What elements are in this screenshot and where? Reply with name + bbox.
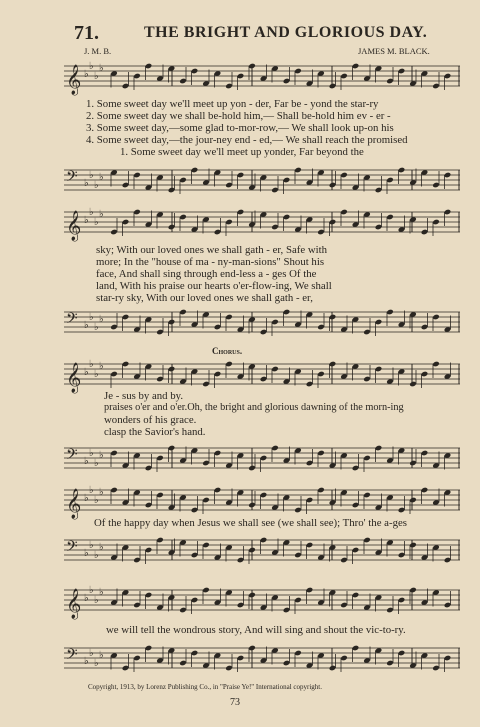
treble-staff-4 <box>62 482 462 522</box>
verse-4-line-3: clasp the Savior's hand. <box>104 426 206 438</box>
flat-icon: ♭ <box>99 314 104 325</box>
bass-clef-icon: 𝄢 <box>66 310 78 331</box>
flat-icon: ♭ <box>94 658 99 669</box>
flat-icon: ♭ <box>89 648 94 659</box>
flat-icon: ♭ <box>89 170 94 181</box>
flat-icon: ♭ <box>84 178 89 189</box>
music-by: JAMES M. BLACK. <box>358 46 430 56</box>
flat-icon: ♭ <box>94 180 99 191</box>
flat-icon: ♭ <box>89 207 94 218</box>
flat-icon: ♭ <box>84 69 89 80</box>
treble-clef-icon: 𝄞 <box>66 363 82 393</box>
flat-icon: ♭ <box>99 450 104 461</box>
flat-icon: ♭ <box>99 63 104 74</box>
flat-icon: ♭ <box>94 217 99 228</box>
bass-staff-5 <box>62 640 462 680</box>
flat-icon: ♭ <box>94 322 99 333</box>
page-number: 73 <box>230 697 240 708</box>
flat-icon: ♭ <box>99 361 104 372</box>
verse-3-line-3: wonders of his grace. <box>104 414 197 426</box>
verse-2-line-1: 2. Some sweet day we shall be-hold him,— Shall be-hold him ev - er - <box>86 110 391 122</box>
verse-1-line-2: sky; With our loved ones we shall gath - er, Safe with <box>96 244 328 256</box>
flat-icon: ♭ <box>84 548 89 559</box>
chorus-line-1: Of the happy day when Jesus we shall see (we shall see); Thro' the a-ges <box>94 517 407 529</box>
flat-icon: ♭ <box>89 312 94 323</box>
flat-icon: ♭ <box>89 585 94 596</box>
treble-clef-icon: 𝄞 <box>66 211 82 241</box>
flat-icon: ♭ <box>89 485 94 496</box>
flat-icon: ♭ <box>84 367 89 378</box>
bass-clef-icon: 𝄢 <box>66 446 78 467</box>
verse-2-line-2: more; In the "house of ma - ny-man-sions" Shout his <box>96 256 325 268</box>
flat-icon: ♭ <box>94 550 99 561</box>
verse-3-line-2: face, And shall sing through end-less a - ges Of the <box>96 268 317 280</box>
verse-3-line-1: 3. Some sweet day,—some glad to-mor-row,— We shall look up-on his <box>86 122 394 134</box>
chorus-label: Chorus. <box>212 346 243 356</box>
treble-staff-2 <box>62 204 462 244</box>
verse-2-line-3: praises o'er and o'er.Oh, the bright and glorious dawning of the morn-ing <box>104 402 404 413</box>
bass-lyric-1: 1. Some sweet day we'll meet up yonder, Far beyond the <box>120 146 364 158</box>
treble-staff-1 <box>62 58 462 98</box>
treble-clef-icon: 𝄞 <box>66 65 82 95</box>
flat-icon: ♭ <box>89 61 94 72</box>
bass-staff-4 <box>62 532 462 572</box>
copyright-notice: Copyright, 1913, by Lorenz Publishing Co., in "Praise Ye!" International copyright. <box>88 683 322 691</box>
flat-icon: ♭ <box>84 456 89 467</box>
bass-staff-2 <box>62 304 462 344</box>
treble-staff-5 <box>62 582 462 622</box>
flat-icon: ♭ <box>94 595 99 606</box>
verse-4-line-2: land, With his praise our hearts o'er-flow-ing, We shall <box>96 280 332 292</box>
flat-icon: ♭ <box>89 448 94 459</box>
hymn-title: THE BRIGHT AND GLORIOUS DAY. <box>144 24 428 41</box>
treble-clef-icon: 𝄞 <box>66 589 82 619</box>
chorus-line-2: we will tell the wondrous story, And will sing and shout the vic-to-ry. <box>106 624 406 636</box>
verse-4-line-1: 4. Some sweet day,—the jour-ney end - ed,— We shall reach the promised <box>86 134 408 146</box>
flat-icon: ♭ <box>84 493 89 504</box>
bass-clef-icon: 𝄢 <box>66 168 78 189</box>
flat-icon: ♭ <box>99 650 104 661</box>
flat-icon: ♭ <box>84 593 89 604</box>
bass-staff-1 <box>62 162 462 202</box>
flat-icon: ♭ <box>84 320 89 331</box>
flat-icon: ♭ <box>99 172 104 183</box>
hymn-number: 71. <box>74 22 99 44</box>
verse-1-line-1: 1. Some sweet day we'll meet up yon - der, Far be - yond the star-ry <box>86 98 379 110</box>
flat-icon: ♭ <box>99 487 104 498</box>
flat-icon: ♭ <box>99 542 104 553</box>
flat-icon: ♭ <box>99 587 104 598</box>
flat-icon: ♭ <box>94 458 99 469</box>
flat-icon: ♭ <box>94 369 99 380</box>
bass-staff-3 <box>62 440 462 480</box>
treble-clef-icon: 𝄞 <box>66 489 82 519</box>
bass-lyric-2: star-ry sky, With our loved ones we shall gath - er, <box>96 292 313 304</box>
bass-clef-icon: 𝄢 <box>66 538 78 559</box>
flat-icon: ♭ <box>99 209 104 220</box>
flat-icon: ♭ <box>84 656 89 667</box>
flat-icon: ♭ <box>89 359 94 370</box>
flat-icon: ♭ <box>84 215 89 226</box>
bass-clef-icon: 𝄢 <box>66 646 78 667</box>
verse-1-line-3: Je - sus by and by. <box>104 390 184 402</box>
flat-icon: ♭ <box>94 495 99 506</box>
words-by: J. M. B. <box>84 46 112 56</box>
flat-icon: ♭ <box>94 71 99 82</box>
flat-icon: ♭ <box>89 540 94 551</box>
